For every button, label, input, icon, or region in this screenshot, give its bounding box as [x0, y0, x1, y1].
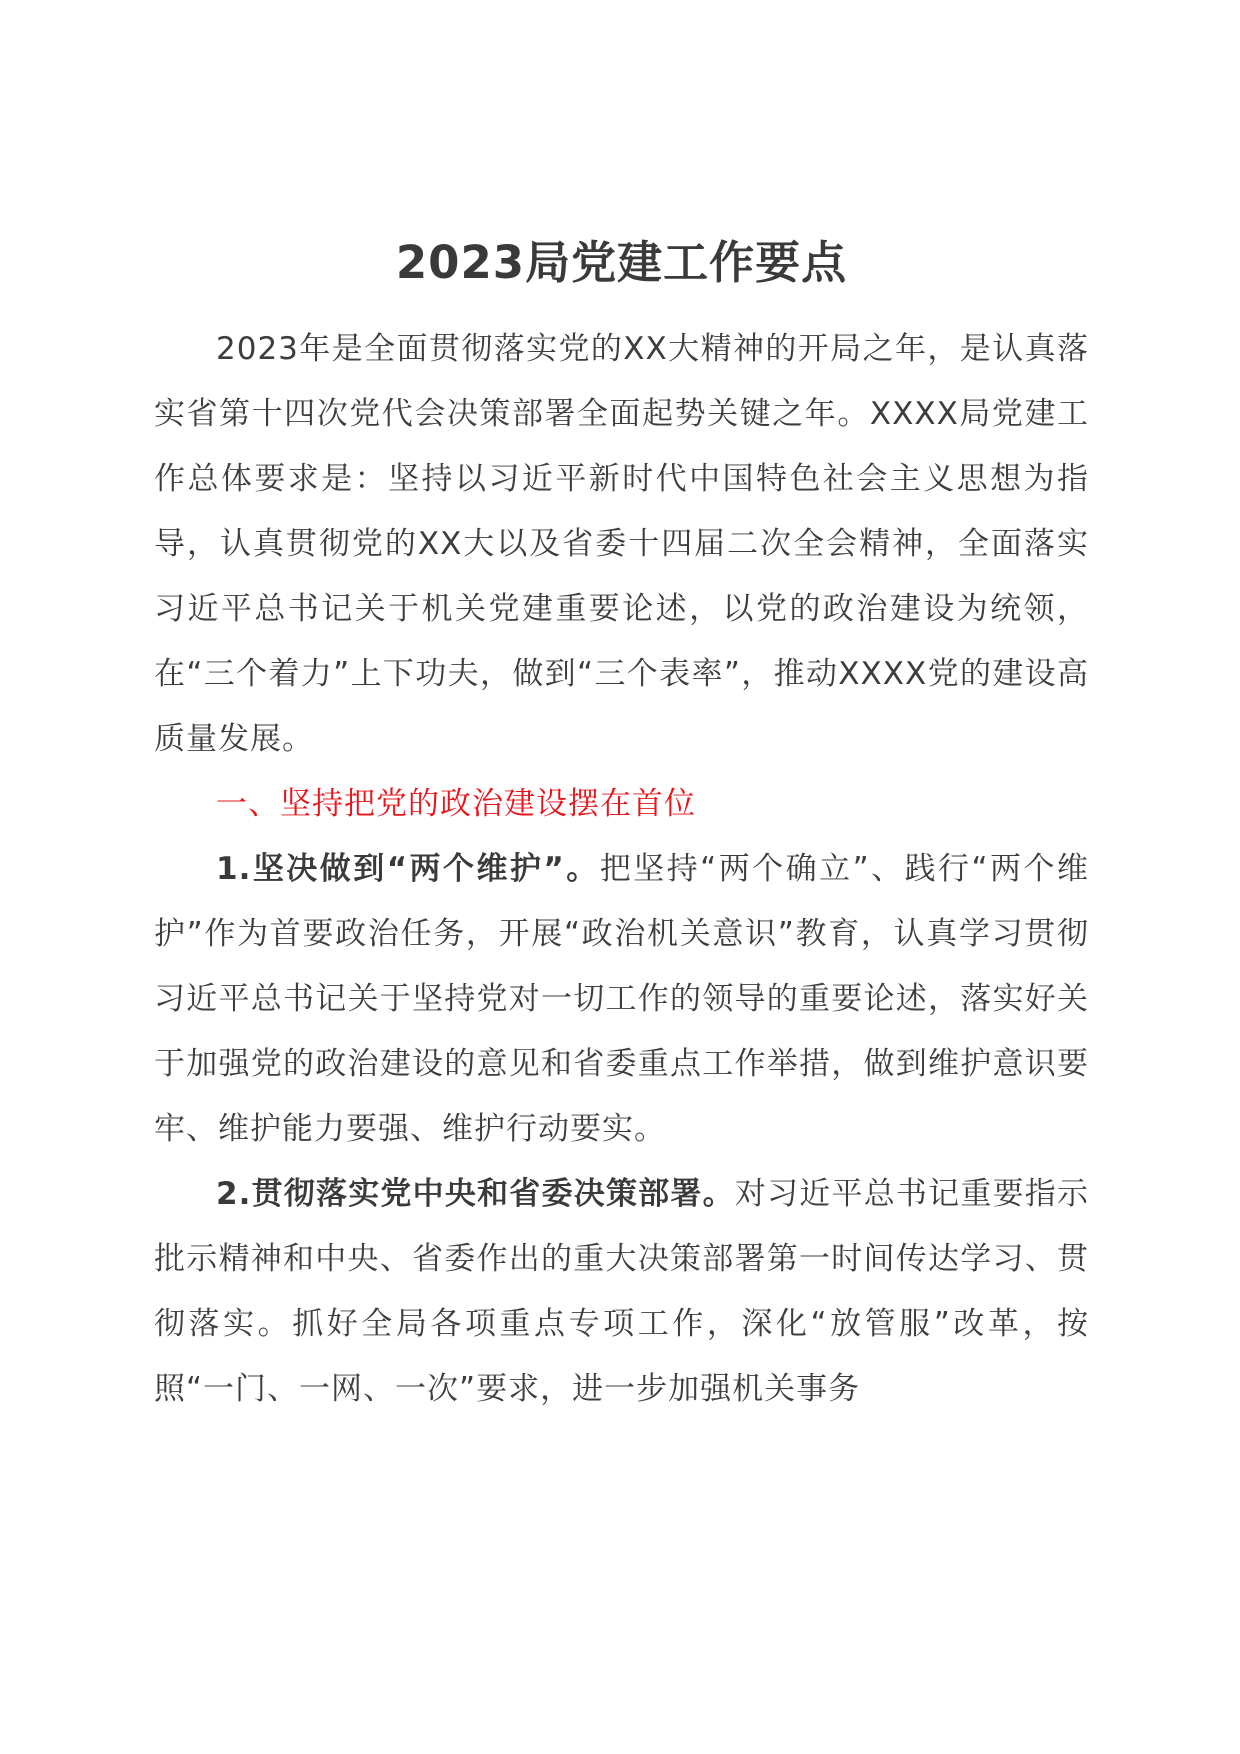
intro-paragraph: 2023年是全面贯彻落实党的XX大精神的开局之年，是认真落实省第十四次党代会决策部署全面起势关键之年。XXXX局党建工作总体要求是：坚持以习近平新时代中国特色社会主义思想为指导，认真贯彻党的XX大以及省委十四届二次全会精神，全面落实习近平总书记关于机关党建重要论述，以党的政治建设为统领，在“三个着力”上下功夫，做到“三个表率”，推动XXXX党的建设高质量发展。 — [154, 331, 1089, 757]
document-page — [154, 235, 1089, 1422]
item-lead-1: 1.坚决做到“两个维护”。 — [216, 851, 600, 887]
document-title: 2023局党建工作要点 — [395, 236, 848, 289]
item-lead-2: 2.贯彻落实党中央和省委决策部署。 — [216, 1176, 735, 1212]
item-paragraph-1 — [154, 837, 1089, 1162]
item-text-1: 把坚持“两个确立”、践行“两个维护”作为首要政治任务，开展“政治机关意识”教育，认真学习贯彻习近平总书记关于坚持党对一切工作的领导的重要论述，落实好关于加强党的政治建设的意见和省委重点工作举措，做到维护意识要牢、维护能力要强、维护行动要实。 — [154, 851, 1089, 1147]
section-heading-1: 一、坚持把党的政治建设摆在首位 — [216, 786, 696, 822]
item-paragraph-2 — [154, 1162, 1089, 1422]
item-text-2: 对习近平总书记重要指示批示精神和中央、省委作出的重大决策部署第一时间传达学习、贯彻落实。抓好全局各项重点专项工作，深化“放管服”改革，按照“一门、一网、一次”要求，进一步加强机关事务 — [154, 1176, 1089, 1407]
